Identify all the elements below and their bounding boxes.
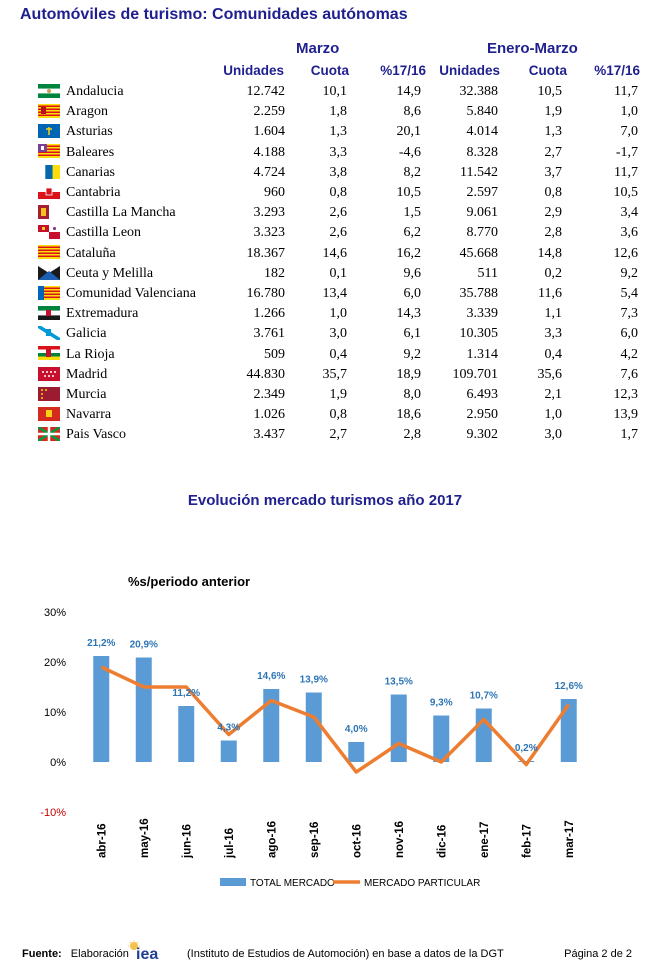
footer-source: (Instituto de Estudios de Automoción) en base a datos de la DGT bbox=[187, 948, 504, 960]
table-row bbox=[38, 122, 638, 142]
cell-value: 3.293 bbox=[253, 205, 285, 221]
andalucia-flag-icon bbox=[38, 84, 60, 98]
cell-value: 8,0 bbox=[403, 386, 421, 402]
region-name: Canarias bbox=[66, 164, 115, 180]
x-tick-label: may-16 bbox=[138, 818, 151, 858]
cell-value: 3,4 bbox=[620, 205, 638, 221]
region-name: Galicia bbox=[66, 326, 107, 342]
cell-value: 7,0 bbox=[620, 124, 638, 140]
y-tick-label: 0% bbox=[50, 757, 66, 769]
cell-value: 4.188 bbox=[253, 144, 285, 160]
cataluna-flag-icon bbox=[38, 245, 60, 259]
region-name: Murcia bbox=[66, 386, 107, 402]
table-row bbox=[38, 365, 638, 385]
x-tick-label: abr-16 bbox=[96, 823, 109, 858]
bar bbox=[221, 741, 237, 763]
data-label: 20,9% bbox=[129, 639, 158, 651]
cell-value: 11,6 bbox=[538, 285, 562, 301]
table-row bbox=[38, 223, 638, 243]
cell-value: 3.761 bbox=[253, 326, 285, 342]
table-row bbox=[38, 405, 638, 425]
cell-value: 1.026 bbox=[253, 407, 285, 423]
cell-value: 2,9 bbox=[544, 205, 562, 221]
cell-value: 9,2 bbox=[620, 265, 638, 281]
col-header-unidades-acum: Unidades bbox=[439, 63, 500, 78]
cell-value: 1,5 bbox=[403, 205, 421, 221]
x-tick-label: mar-17 bbox=[563, 820, 576, 858]
cell-value: 1.314 bbox=[466, 346, 498, 362]
cell-value: 182 bbox=[264, 265, 285, 281]
cell-value: 5,4 bbox=[620, 285, 638, 301]
cell-value: 1,7 bbox=[620, 427, 638, 443]
region-name: Castilla Leon bbox=[66, 225, 142, 241]
cell-value: -4,6 bbox=[398, 144, 421, 160]
table-row bbox=[38, 82, 638, 102]
bar bbox=[348, 742, 364, 762]
cell-value: 1,3 bbox=[544, 124, 562, 140]
cell-value: 0,4 bbox=[329, 346, 347, 362]
castilla-leon-flag-icon bbox=[38, 225, 60, 239]
table-row bbox=[38, 143, 638, 163]
group-header-marzo: Marzo bbox=[296, 40, 340, 57]
cell-value: 11,7 bbox=[614, 84, 638, 100]
footer bbox=[22, 948, 632, 960]
x-tick-label: nov-16 bbox=[393, 820, 406, 858]
galicia-flag-icon bbox=[38, 326, 60, 340]
cell-value: 109.701 bbox=[452, 366, 498, 382]
table-row bbox=[38, 183, 638, 203]
x-tick-label: oct-16 bbox=[351, 824, 364, 858]
data-label: 14,6% bbox=[257, 671, 286, 682]
cell-value: 4.724 bbox=[253, 164, 285, 180]
market-chart bbox=[0, 560, 650, 900]
cell-value: 1.604 bbox=[253, 124, 285, 140]
cell-value: 0,1 bbox=[329, 265, 347, 281]
cell-value: 2,6 bbox=[329, 205, 347, 221]
cell-value: 35,6 bbox=[537, 366, 562, 382]
cell-value: 16,2 bbox=[396, 245, 421, 261]
x-tick-label: feb-17 bbox=[521, 824, 534, 858]
bar bbox=[561, 699, 577, 762]
cell-value: 3.323 bbox=[253, 225, 285, 241]
cell-value: 8,6 bbox=[403, 104, 421, 120]
cantabria-flag-icon bbox=[38, 185, 60, 199]
cell-value: 1,1 bbox=[544, 306, 562, 322]
table-row bbox=[38, 324, 638, 344]
cell-value: 16.780 bbox=[246, 285, 285, 301]
col-header-unidades: Unidades bbox=[223, 63, 284, 78]
cell-value: 11,7 bbox=[614, 164, 638, 180]
cell-value: 3,3 bbox=[544, 326, 562, 342]
castilla-la-mancha-flag-icon bbox=[38, 205, 60, 219]
data-label: 13,9% bbox=[299, 674, 328, 686]
cell-value: 3,6 bbox=[620, 225, 638, 241]
cell-value: 1,9 bbox=[329, 386, 347, 402]
region-name: Aragon bbox=[66, 104, 108, 120]
cell-value: 8,2 bbox=[403, 164, 421, 180]
table-row bbox=[38, 244, 638, 264]
chart-title: Evolución mercado turismos año 2017 bbox=[187, 492, 463, 509]
bar bbox=[306, 693, 322, 763]
y-tick-label: 20% bbox=[43, 657, 66, 669]
cell-value: -1,7 bbox=[615, 144, 638, 160]
cell-value: 12,3 bbox=[613, 386, 638, 402]
cell-value: 2,7 bbox=[329, 427, 347, 443]
cell-value: 509 bbox=[264, 346, 285, 362]
cell-value: 1,0 bbox=[544, 407, 562, 423]
cell-value: 6,2 bbox=[403, 225, 421, 241]
cell-value: 0,2 bbox=[544, 265, 562, 281]
asturias-flag-icon bbox=[38, 124, 60, 138]
table-row bbox=[38, 203, 638, 223]
bar bbox=[93, 656, 109, 762]
cell-value: 1,8 bbox=[329, 104, 347, 120]
col-header-var-acum: %17/16 bbox=[594, 63, 640, 78]
aragon-flag-icon bbox=[38, 104, 60, 118]
bar bbox=[476, 709, 492, 763]
footer-pre: Elaboración bbox=[70, 948, 129, 960]
chart-subtitle: %s/periodo anterior bbox=[128, 574, 251, 589]
cell-value: 9.061 bbox=[466, 205, 498, 221]
cell-value: 2,8 bbox=[544, 225, 562, 241]
cell-value: 14,3 bbox=[396, 306, 421, 322]
region-name: Asturias bbox=[66, 124, 113, 140]
cell-value: 9,6 bbox=[403, 265, 421, 281]
baleares-flag-icon bbox=[38, 144, 60, 158]
legend-label-total: TOTAL MERCADO bbox=[250, 878, 335, 889]
data-label: 13,5% bbox=[384, 676, 413, 688]
bar bbox=[178, 706, 194, 762]
data-label: 4,0% bbox=[344, 724, 368, 735]
extremadura-flag-icon bbox=[38, 306, 60, 320]
canarias-flag-icon bbox=[38, 165, 60, 179]
cell-value: 2.259 bbox=[253, 104, 285, 120]
cell-value: 1,0 bbox=[620, 104, 638, 120]
cell-value: 14,9 bbox=[396, 84, 421, 100]
table-row bbox=[38, 284, 638, 304]
table-row bbox=[38, 344, 638, 364]
navarra-flag-icon bbox=[38, 407, 60, 421]
cell-value: 2.349 bbox=[253, 386, 285, 402]
cell-value: 8.770 bbox=[466, 225, 498, 241]
data-label: 12,6% bbox=[554, 681, 583, 692]
cell-value: 10.305 bbox=[459, 326, 498, 342]
cell-value: 35.788 bbox=[459, 285, 498, 301]
group-header-enero-marzo: Enero-Marzo bbox=[487, 40, 578, 57]
cell-value: 4.014 bbox=[466, 124, 498, 140]
iea-logo-text: iea bbox=[136, 946, 159, 963]
cell-value: 8.328 bbox=[466, 144, 498, 160]
region-name: Cantabria bbox=[66, 185, 121, 201]
cell-value: 10,5 bbox=[396, 185, 421, 201]
region-name: Castilla La Mancha bbox=[66, 205, 176, 221]
cell-value: 3,0 bbox=[544, 427, 562, 443]
y-tick-label: -10% bbox=[40, 807, 66, 819]
x-tick-label: jun-16 bbox=[181, 824, 194, 858]
col-header-var: %17/16 bbox=[380, 63, 426, 78]
cell-value: 6,0 bbox=[403, 285, 421, 301]
cell-value: 6,1 bbox=[403, 326, 421, 342]
cell-value: 960 bbox=[264, 185, 285, 201]
regions-table bbox=[38, 82, 638, 445]
data-label: 4,3% bbox=[217, 722, 241, 734]
region-name: Comunidad Valenciana bbox=[66, 285, 196, 301]
bar bbox=[391, 695, 407, 763]
col-header-cuota-acum: Cuota bbox=[528, 63, 567, 78]
cell-value: 14,6 bbox=[322, 245, 347, 261]
cell-value: 3,8 bbox=[329, 164, 347, 180]
iea-logo bbox=[126, 940, 172, 964]
region-name: Madrid bbox=[66, 366, 108, 382]
legend-label-particular: MERCADO PARTICULAR bbox=[364, 878, 481, 889]
page-number: Página 2 de 2 bbox=[564, 948, 632, 960]
cell-value: 0,8 bbox=[544, 185, 562, 201]
x-tick-label: ago-16 bbox=[266, 820, 279, 858]
table-row bbox=[38, 264, 638, 284]
x-tick-label: jul-16 bbox=[223, 827, 236, 858]
data-label: 11,2% bbox=[172, 688, 201, 699]
cell-value: 1,3 bbox=[329, 124, 347, 140]
cell-value: 0,8 bbox=[329, 185, 347, 201]
cell-value: 5.840 bbox=[466, 104, 498, 120]
cell-value: 0,4 bbox=[544, 346, 562, 362]
cell-value: 10,1 bbox=[322, 84, 347, 100]
cell-value: 20,1 bbox=[396, 124, 421, 140]
cell-value: 1,9 bbox=[544, 104, 562, 120]
cell-value: 3,3 bbox=[329, 144, 347, 160]
cell-value: 511 bbox=[477, 265, 498, 281]
cell-value: 10,5 bbox=[613, 185, 638, 201]
legend-swatch-total bbox=[220, 878, 246, 886]
data-label: 9,3% bbox=[429, 697, 453, 709]
cell-value: 1.266 bbox=[253, 306, 285, 322]
cell-value: 44.830 bbox=[246, 366, 285, 382]
region-name: Baleares bbox=[66, 144, 115, 160]
cell-value: 12,6 bbox=[613, 245, 638, 261]
y-tick-label: 10% bbox=[43, 707, 66, 719]
x-tick-label: ene-17 bbox=[478, 821, 491, 858]
cell-value: 35,7 bbox=[322, 366, 347, 382]
table-row bbox=[38, 163, 638, 183]
cell-value: 7,3 bbox=[620, 306, 638, 322]
valenciana-flag-icon bbox=[38, 286, 60, 300]
table-row bbox=[38, 385, 638, 405]
cell-value: 10,5 bbox=[537, 84, 562, 100]
la-rioja-flag-icon bbox=[38, 346, 60, 360]
cell-value: 13,4 bbox=[322, 285, 347, 301]
line-series bbox=[101, 667, 569, 772]
cell-value: 45.668 bbox=[459, 245, 498, 261]
col-header-cuota: Cuota bbox=[310, 63, 349, 78]
region-name: Ceuta y Melilla bbox=[66, 265, 154, 281]
region-name: Navarra bbox=[66, 407, 112, 423]
cell-value: 2,6 bbox=[329, 225, 347, 241]
bar bbox=[136, 658, 152, 763]
cell-value: 32.388 bbox=[459, 84, 498, 100]
cell-value: 18,9 bbox=[396, 366, 421, 382]
region-name: Extremadura bbox=[66, 306, 139, 322]
cell-value: 2,8 bbox=[403, 427, 421, 443]
table-row bbox=[38, 304, 638, 324]
cell-value: 0,8 bbox=[329, 407, 347, 423]
madrid-flag-icon bbox=[38, 367, 60, 381]
cell-value: 18,6 bbox=[396, 407, 421, 423]
cell-value: 3,0 bbox=[329, 326, 347, 342]
cell-value: 2,7 bbox=[544, 144, 562, 160]
x-tick-label: sep-16 bbox=[308, 821, 321, 858]
ceuta-melilla-flag-icon bbox=[38, 266, 60, 280]
data-label: 21,2% bbox=[87, 638, 116, 649]
cell-value: 18.367 bbox=[246, 245, 285, 261]
cell-value: 3.437 bbox=[253, 427, 285, 443]
cell-value: 2,1 bbox=[544, 386, 562, 402]
cell-value: 9.302 bbox=[466, 427, 498, 443]
cell-value: 6,0 bbox=[620, 326, 638, 342]
cell-value: 12.742 bbox=[246, 84, 285, 100]
region-name: Andalucia bbox=[66, 84, 124, 100]
table-title: Automóviles de turismo: Comunidades autónomas bbox=[20, 6, 408, 23]
cell-value: 3.339 bbox=[466, 306, 498, 322]
cell-value: 11.542 bbox=[460, 164, 498, 180]
cell-value: 7,6 bbox=[620, 366, 638, 382]
cell-value: 13,9 bbox=[613, 407, 638, 423]
cell-value: 14,8 bbox=[537, 245, 562, 261]
data-label: 0,2% bbox=[514, 743, 538, 754]
cell-value: 4,2 bbox=[620, 346, 638, 362]
cell-value: 2.950 bbox=[466, 407, 498, 423]
cell-value: 6.493 bbox=[466, 386, 498, 402]
cell-value: 1,0 bbox=[329, 306, 347, 322]
table-row bbox=[38, 102, 638, 122]
data-label: 10,7% bbox=[469, 690, 498, 702]
cell-value: 9,2 bbox=[403, 346, 421, 362]
pais-vasco-flag-icon bbox=[38, 427, 60, 441]
x-tick-label: dic-16 bbox=[436, 824, 449, 858]
cell-value: 3,7 bbox=[544, 164, 562, 180]
cell-value: 2.597 bbox=[466, 185, 498, 201]
region-name: Pais Vasco bbox=[66, 427, 127, 443]
table-row bbox=[38, 425, 638, 445]
region-name: Cataluña bbox=[66, 245, 116, 261]
region-name: La Rioja bbox=[66, 346, 115, 362]
murcia-flag-icon bbox=[38, 387, 60, 401]
footer-label: Fuente: bbox=[22, 948, 62, 960]
y-tick-label: 30% bbox=[43, 607, 66, 619]
